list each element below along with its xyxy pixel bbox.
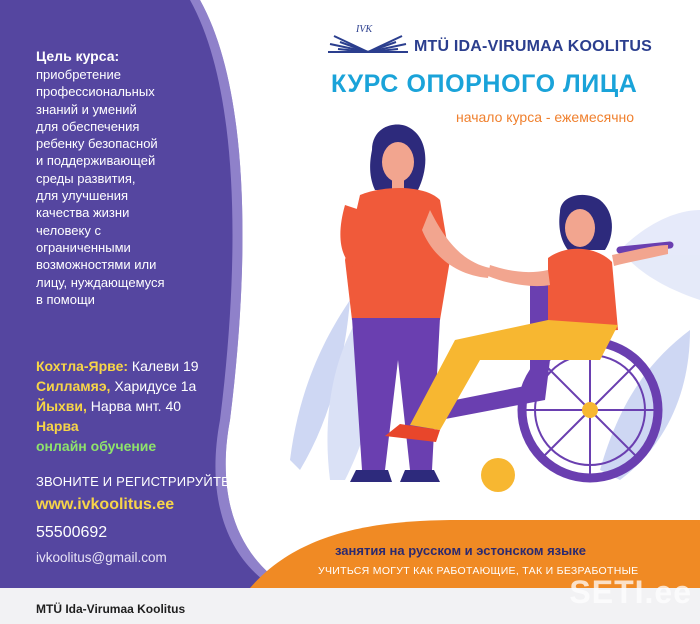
call-to-action: ЗВОНИТЕ И РЕГИСТРИРУЙТЕСЬ: [36, 474, 249, 489]
course-start: начало курса - ежемесячно: [456, 109, 635, 125]
course-title: КУРС ОПОРНОГО ЛИЦА: [331, 70, 638, 98]
logo-name: MTÜ IDA-VIRUMAA KOOLITUS: [414, 38, 652, 55]
contact-block: [36, 474, 248, 565]
location-kohtla-jarve: Кохтла-Ярве: Калеви 19: [36, 358, 199, 374]
location-johvi: Йыхви, Нарва мнт. 40: [36, 398, 182, 414]
eligibility-info: УЧИТЬСЯ МОГУТ КАК РАБОТАЮЩИЕ, ТАК И БЕЗРАБОТНЫЕ: [318, 565, 639, 577]
website-link[interactable]: www.ivkoolitus.ee: [36, 496, 175, 513]
language-info: занятия на русском и эстонском языке: [335, 543, 586, 558]
footer-org: MTÜ Ida-Virumaa Koolitus: [36, 602, 186, 616]
locations: [36, 356, 199, 456]
svg-text:IVK: IVK: [356, 24, 373, 35]
logo: [326, 22, 652, 56]
email-address[interactable]: ivkoolitus@gmail.com: [36, 550, 167, 565]
goal-text: приобретение профессиональных знаний и умений для обеспечения ребенку безопасной и поддерживающей среды развития, для улучшения качества жизни человеку с ограниченными возможностями или лицу, нуждающемуся в помощи: [36, 67, 165, 307]
watermark-logo: SETI.ee: [569, 574, 692, 610]
book-logo-icon: [326, 22, 410, 56]
online-learning: онлайн обучение: [36, 438, 157, 454]
goal-title: Цель курса:: [36, 48, 120, 64]
course-goal: [36, 48, 236, 308]
phone-number[interactable]: 55500692: [36, 524, 108, 541]
location-narva: Нарва: [36, 418, 79, 434]
location-sillamae: Силламяэ, Харидусе 1а: [36, 378, 197, 394]
